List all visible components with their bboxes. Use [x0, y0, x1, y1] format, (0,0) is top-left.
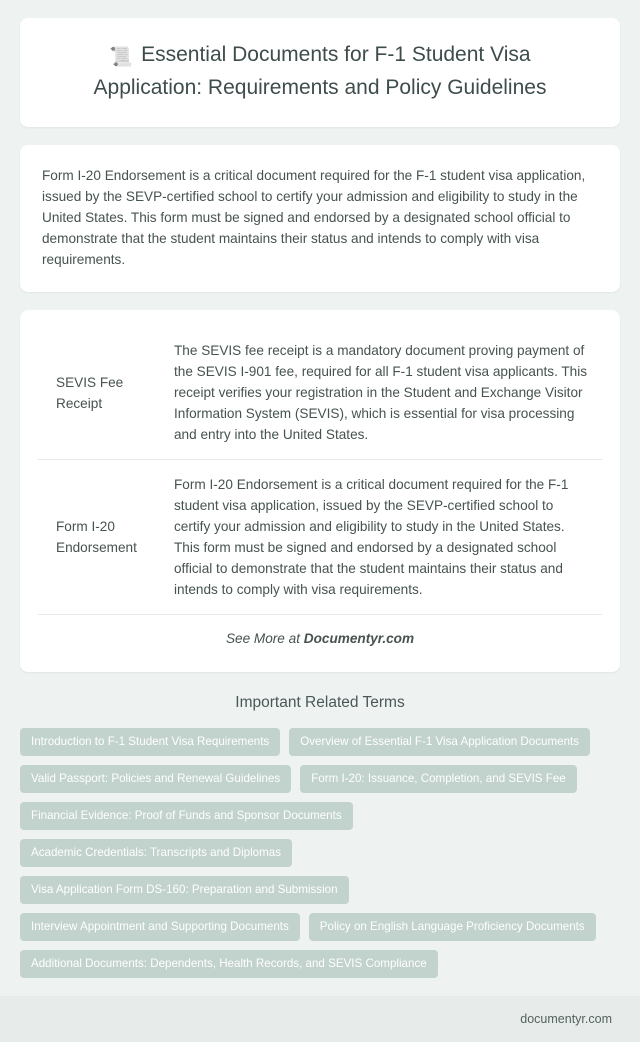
list-item[interactable]: Overview of Essential F-1 Visa Application Documents [289, 728, 590, 756]
page-title [46, 40, 594, 73]
page-title-line2: Application: Requirements and Policy Guidelines [93, 76, 547, 99]
list-item[interactable]: Financial Evidence: Proof of Funds and Sponsor Documents [20, 802, 353, 830]
see-more-link[interactable]: Documentyr.com [303, 631, 415, 646]
see-more-label: See More at [225, 631, 304, 646]
definition-term: Form I-20 Endorsement [38, 460, 166, 615]
list-item[interactable]: Valid Passport: Policies and Renewal Guidelines [20, 765, 291, 793]
intro-card [20, 145, 620, 292]
intro-text: Form I-20 Endorsement is a critical document required for the F-1 student visa application, issued by the SEVP-certified school to certify your admission and eligibility to study in the United States. This form must be signed and endorsed by a designated school official to demonstrate that the student maintains their status and intends to comply with visa requirements. [42, 168, 586, 267]
definitions-card [20, 310, 620, 672]
footer [0, 996, 640, 1042]
related-terms-heading: Important Related Terms [235, 694, 405, 711]
definition-description: The SEVIS fee receipt is a mandatory document proving payment of the SEVIS I-901 fee, required for all F-1 student visa applicants. This receipt verifies your registration in the Student and Exchange Visitor Information System (SEVIS), which is essential for visa processing and entry into the United States. [166, 326, 602, 460]
footer-site-label: documentyr.com [520, 1012, 612, 1026]
definitions-table [38, 326, 602, 615]
list-item[interactable]: Policy on English Language Proficiency Documents [309, 913, 596, 941]
list-item[interactable]: Additional Documents: Dependents, Health Records, and SEVIS Compliance [20, 950, 438, 978]
page-title-line1: Essential Documents for F-1 Student Visa [141, 43, 531, 66]
related-terms-list [20, 728, 620, 978]
definition-term: SEVIS Fee Receipt [38, 326, 166, 460]
list-item[interactable]: Visa Application Form DS-160: Preparation and Submission [20, 876, 349, 904]
list-item[interactable]: Academic Credentials: Transcripts and Diplomas [20, 839, 292, 867]
definition-description: Form I-20 Endorsement is a critical document required for the F-1 student visa application, issued by the SEVP-certified school to certify your admission and eligibility to study in the United States. This form must be signed and endorsed by a designated school official to demonstrate that the student maintains their status and intends to comply with visa requirements. [166, 460, 602, 615]
document-icon: 📜 [109, 47, 134, 68]
table-row [38, 326, 602, 460]
table-row [38, 460, 602, 615]
list-item[interactable]: Form I-20: Issuance, Completion, and SEVIS Fee [300, 765, 577, 793]
list-item[interactable]: Interview Appointment and Supporting Documents [20, 913, 300, 941]
title-card [20, 18, 620, 127]
list-item[interactable]: Introduction to F-1 Student Visa Requirements [20, 728, 280, 756]
see-more-row [38, 615, 602, 664]
